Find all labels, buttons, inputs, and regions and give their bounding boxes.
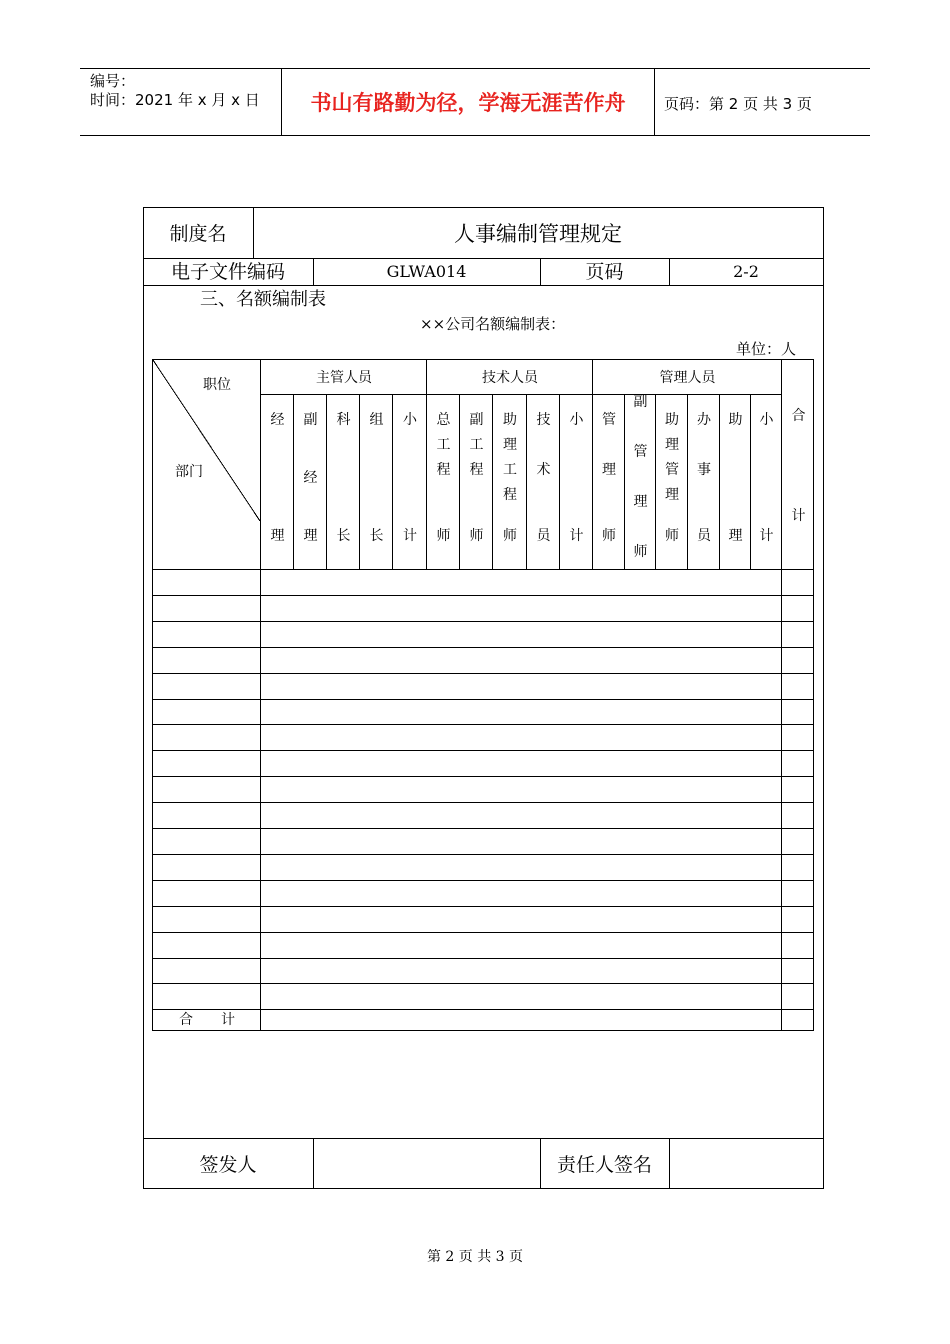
column-header-char: 办	[697, 412, 711, 428]
group-header-management: 管理人员	[659, 370, 716, 386]
column-header-char: 助	[665, 412, 679, 428]
section-title: 三、名额编制表	[200, 289, 326, 310]
column-header-char: 事	[697, 462, 711, 478]
column-header-char: 长	[369, 528, 384, 544]
column-header-9	[527, 360, 560, 570]
column-header-10	[560, 360, 593, 570]
file-code-label: 电子文件编码	[170, 261, 285, 283]
column-header-5	[393, 360, 427, 570]
unit-label: 单位：人	[736, 340, 797, 358]
column-header-14	[688, 360, 720, 570]
column-header-char: 计	[569, 528, 584, 544]
column-header-char: 程	[503, 487, 517, 503]
column-header-13	[656, 360, 688, 570]
column-header-char: 师	[503, 528, 517, 544]
column-header-16	[751, 360, 782, 570]
header-number-label: 编号：	[90, 72, 136, 90]
column-header-char: 计	[403, 528, 417, 544]
header-top-rule	[80, 68, 870, 69]
column-header-char: 理	[270, 528, 285, 544]
column-header-char: 员	[536, 528, 551, 544]
column-header-char: 理	[728, 528, 743, 544]
page-value: 2-2	[733, 262, 759, 281]
column-header-1	[261, 360, 294, 570]
column-header-char: 师	[469, 528, 484, 544]
column-header-char: 理	[303, 528, 318, 544]
column-header-char: 助	[503, 412, 517, 428]
column-header-11	[593, 360, 625, 570]
column-header-char: 小	[403, 412, 417, 428]
column-header-char: 副	[469, 412, 484, 428]
column-header-char: 理	[665, 487, 679, 503]
column-header-char: 计	[759, 528, 774, 544]
column-header-char: 管	[602, 412, 616, 428]
column-header-char: 理	[602, 462, 616, 478]
column-header-char: 术	[536, 462, 551, 478]
column-header-char: 经	[270, 412, 285, 428]
column-header-8	[493, 360, 527, 570]
group-header-technical: 技术人员	[482, 370, 538, 386]
header-bottom-rule	[80, 135, 870, 136]
column-header-char: 小	[569, 412, 584, 428]
column-header-char: 长	[336, 528, 351, 544]
header-page-info: 页码：第 2 页 共 3 页	[664, 95, 812, 113]
total-col-char-2: 计	[791, 508, 806, 524]
file-code-value: GLWA014	[386, 262, 467, 281]
column-header-4	[360, 360, 393, 570]
header-time-label: 时间：2021 年 x 月 x 日	[90, 91, 260, 109]
responsible-label: 责任人签名	[556, 1154, 652, 1176]
column-header-char: 师	[665, 528, 679, 544]
column-header-char: 经	[303, 470, 318, 486]
column-header-char: 师	[436, 528, 451, 544]
column-header-char: 副	[303, 412, 318, 428]
column-header-char: 副	[633, 394, 648, 410]
column-header-6	[427, 360, 460, 570]
column-header-char: 科	[336, 412, 351, 428]
column-header-char: 师	[633, 544, 648, 560]
column-header-char: 理	[503, 437, 517, 453]
quota-table	[152, 359, 814, 1031]
issuer-label: 签发人	[199, 1154, 257, 1176]
column-header-char: 员	[697, 528, 711, 544]
corner-position-label: 职位	[203, 377, 231, 393]
corner-department-label: 部门	[175, 464, 203, 480]
document-title: 人事编制管理规定	[454, 222, 622, 246]
column-header-char: 技	[536, 412, 551, 428]
footer-page-number: 第 2 页 共 3 页	[426, 1249, 524, 1265]
column-header-char: 理	[633, 494, 648, 510]
responsible-signature-field[interactable]	[670, 1139, 823, 1188]
column-header-char: 理	[665, 437, 679, 453]
column-header-char: 组	[369, 412, 384, 428]
header-divider-right	[654, 68, 655, 135]
table-caption: ××公司名额编制表：	[420, 315, 566, 333]
column-header-char: 小	[759, 412, 774, 428]
column-header-3	[327, 360, 360, 570]
total-row-label: 合 计	[179, 1012, 235, 1028]
column-header-char: 工	[436, 437, 451, 453]
column-header-char: 管	[665, 462, 679, 478]
column-header-char: 工	[503, 462, 517, 478]
column-header-12	[625, 360, 656, 570]
column-header-7	[460, 360, 493, 570]
column-header-2	[294, 360, 327, 570]
column-header-char: 总	[436, 412, 451, 428]
column-header-char: 程	[436, 462, 451, 478]
column-header-char: 工	[469, 437, 484, 453]
group-header-supervisors: 主管人员	[316, 370, 372, 386]
column-header-15	[720, 360, 751, 570]
column-header-char: 程	[469, 462, 484, 478]
header-slogan: 书山有路勤为径，学海无涯苦作舟	[310, 90, 626, 115]
total-col-char-1: 合	[791, 408, 806, 424]
issuer-field[interactable]	[314, 1139, 540, 1188]
column-header-char: 师	[602, 528, 616, 544]
name-label: 制度名	[169, 223, 227, 245]
column-header-char: 助	[728, 412, 743, 428]
column-header-char: 管	[633, 444, 648, 460]
page-label: 页码	[585, 261, 624, 283]
